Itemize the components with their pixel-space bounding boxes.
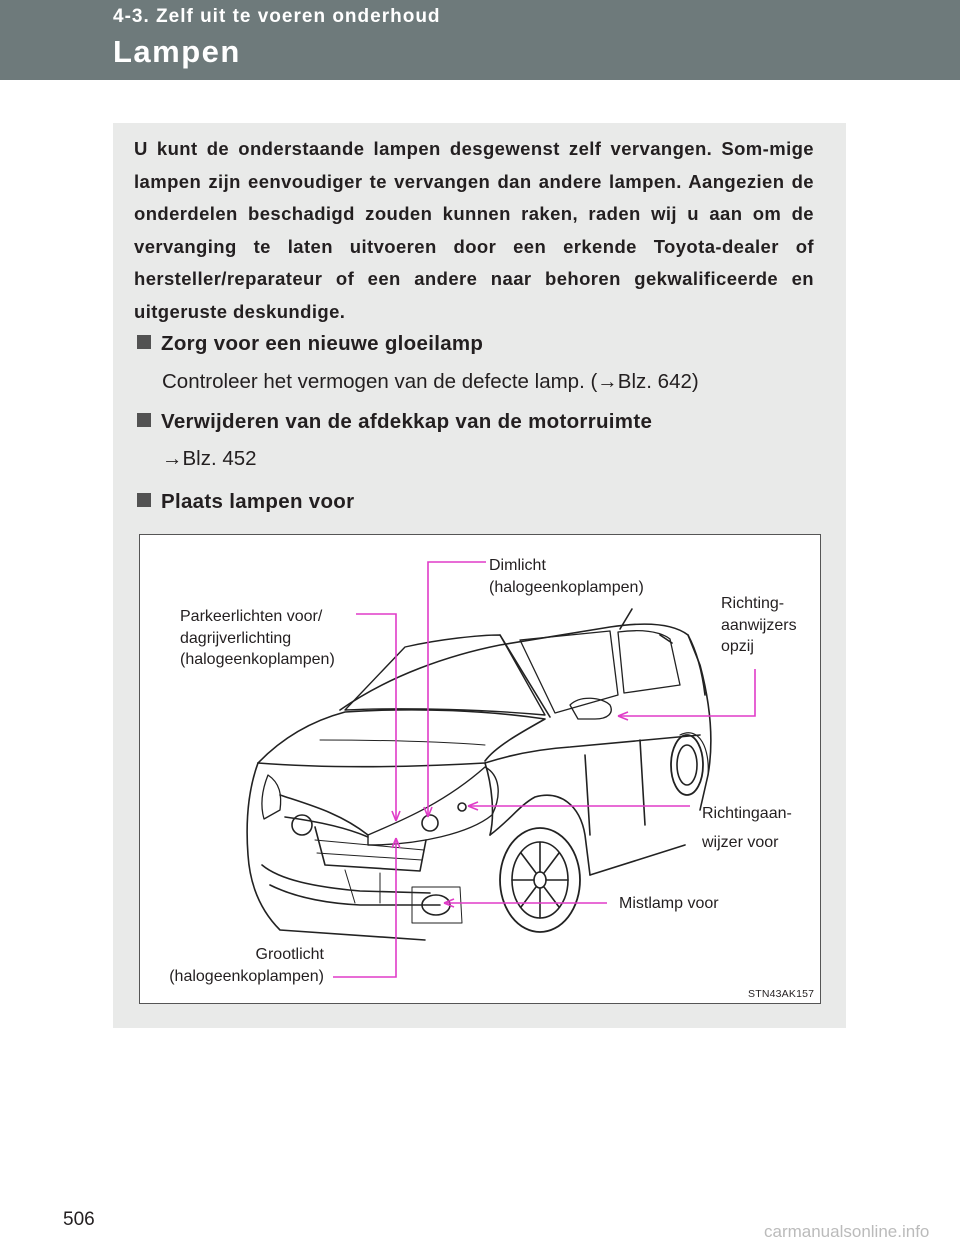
square-bullet-icon — [137, 493, 151, 507]
lamp-location-figure — [139, 534, 821, 1004]
section-heading-front-lamps: Plaats lampen voor — [137, 490, 354, 514]
label-richtingaanwijzer-voor: Richtingaan- wijzer voor — [702, 805, 792, 851]
label-grootlicht: Grootlicht (halogeenkoplampen) — [169, 946, 324, 985]
intro-paragraph: U kunt de onderstaande lampen desgewenst zelf vervangen. Som-mige lampen zijn eenvoudiger te vervangen dan andere lampen. Aangezien de onderdelen beschadigd zouden kunnen raken, raden wij u aan om de vervanging te laten uitvoeren door een erkende Toyota-dealer of hersteller/reparateur of een andere naar behoren gekwalificeerde en uitgeruste deskundige. — [134, 138, 814, 322]
section-body-engine-cover: →Blz. 452 — [162, 447, 257, 470]
square-bullet-icon — [137, 335, 151, 349]
label-parkeerlichten: Parkeerlichten voor/ dagrijverlichting (halogeenkoplampen) — [180, 608, 335, 668]
label-dimlicht: Dimlicht (halogeenkoplampen) — [489, 557, 644, 596]
section-heading-engine-cover: Verwijderen van de afdekkap van de motorruimte — [137, 410, 652, 434]
page-title: Lampen — [113, 34, 241, 69]
square-bullet-icon — [137, 413, 151, 427]
figure-code: STN43AK157 — [748, 988, 815, 1000]
section-title: 4-3. Zelf uit te voeren onderhoud — [113, 6, 441, 27]
chapter-header — [0, 0, 960, 80]
label-mistlamp-voor: Mistlamp voor — [619, 895, 719, 912]
watermark: carmanualsonline.info — [764, 1222, 930, 1241]
label-richtingaanwijzers-opzij: Richting- aanwijzers opzij — [721, 595, 797, 655]
section-heading-new-bulb: Zorg voor een nieuwe gloeilamp — [137, 332, 483, 356]
page-number: 506 — [63, 1209, 95, 1230]
section-body-new-bulb: Controleer het vermogen van de defecte lamp. (→Blz. 642) — [162, 370, 699, 393]
